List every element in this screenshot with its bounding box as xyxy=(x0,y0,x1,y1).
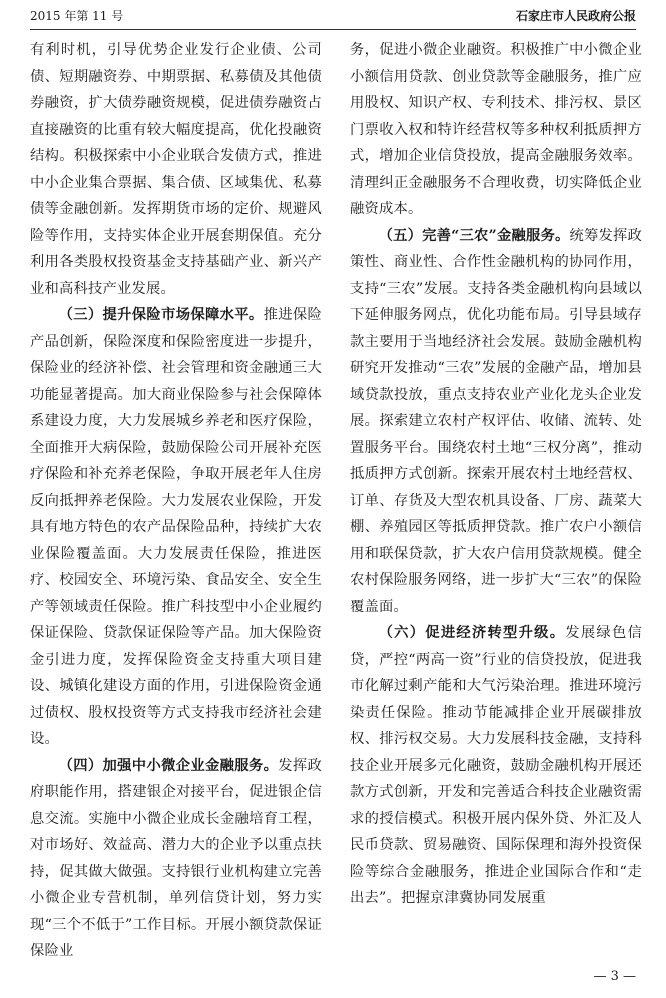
paragraph-body: 统筹发挥政策性、商业性、合作性金融机构的协同作用，支持“三农”发展。支持各类金融机构向县域以下延伸服务网点，优化功能布局。引导县域存款主要用于当地经济社会发展。鼓励金融机构研究开发推动“三农”发展的金融产品，增加县域贷款投放，重点支持农业产业化龙头企业发展。探索建立农村产权评估、收储、流转、处置服务平台。围绕农村土地“三权分离”，推动抵质押方式创新。探索开展农村土地经营权、订单、存货及大型农机具设备、厂房、蔬菜大棚、养殖园区等抵质押贷款。推广农户小额信用和联保贷款，扩大农户信用贷款规模。健全农村保险服务网络，进一步扩大“三农”的保险覆盖面。 xyxy=(350,227,643,615)
section-heading: （四）加强中小微企业金融服务。 xyxy=(58,757,279,774)
right-column xyxy=(350,37,642,912)
running-header xyxy=(30,6,636,26)
publication-title: 石家庄市人民政府公报 xyxy=(515,9,636,23)
paragraph xyxy=(350,620,642,912)
issue-number: 2015 年第 11 号 xyxy=(30,9,124,23)
section-heading: （五）完善“三农”金融服务。 xyxy=(378,227,570,244)
section-heading: （三）提升保险市场保障水平。 xyxy=(58,307,264,323)
paragraph: 务，促进小微企业融资。积极推广中小微企业小额信用贷款、创业贷款等金融服务，推广应用股权、知识产权、专利技术、排污权、景区门票收入权和特许经营权等多种权利抵质押方式，增加企业信贷投放，提高金融服务效率。清理纠正金融服务不合理收费，切实降低企业融资成本。 xyxy=(350,42,642,217)
left-column xyxy=(30,37,322,965)
paragraph-body: 推进保险产品创新，保险深度和保险密度进一步提升，保险业的经济补偿、社会管理和资金融通三大功能显著提高。加大商业保险参与社会保障体系建设力度，大力发展城乡养老和医疗保险，全面推开大病保险，鼓励保险公司开展补充医疗保险和补充养老保险，争取开展老年人住房反向抵押养老保险。大力发展农业保险，开发具有地方特色的农产品保险品种，持续扩大农业保险覆盖面。大力发展责任保险，推进医疗、校园安全、环境污染、食品安全、安全生产等领域责任保险。推广科技型中小企业履约保证保险、贷款保证保险等产品。加大保险资金引进力度，发挥保险资金支持重大项目建设、城镇化建设方面的作用，引进保险资金通过债权、股权投资等方式支持我市经济社会建设。 xyxy=(30,307,322,747)
paragraph-body: 发展绿色信贷，严控“两高一资”行业的信贷投放，促进我市化解过剩产能和大气污染治理。推进环境污染责任保险。推动节能减排企业开展碳排放权、排污权交易。大力发展科技金融，支持科技企业开展多元化融资，鼓励金融机构开展还款方式创新，开发和完善适合科技企业融资需求的授信模式。积极开展内保外贷、外汇及人民币贷款、贸易融资、国际保理和海外投资保险等综合金融服务，推进企业国际合作和“走出去”。把握京津冀协同发展重 xyxy=(350,625,643,906)
section-heading: （六）促进经济转型升级。 xyxy=(378,625,566,641)
paragraph-body: 发挥政府职能作用，搭建银企对接平台，促进银企信息交流。实施中小微企业成长金融培育工程，对市场好、效益高、潜力大的企业予以重点扶持，促其做大做强。支持银行业机构建立完善小微企业专营机制，单列信贷计划，努力实现“三个不低于”工作目标。开展小额贷款保证保险业 xyxy=(30,757,322,959)
page-number: — 3 — xyxy=(593,969,636,984)
paragraph xyxy=(30,753,322,965)
header-rule xyxy=(30,29,636,30)
paragraph xyxy=(350,223,642,621)
paragraph: 有利时机，引导优势企业发行企业债、公司债、短期融资券、中期票据、私募债及其他债券融资，扩大债券融资规模，促进债券融资占直接融资的比重有较大幅度提高，优化投融资结构。积极探索中小企业联合发债方式，推进中小企业集合票据、集合债、区域集优、私募债等金融创新。发挥期货市场的定价、规避风险等作用，支持实体企业开展套期保值。充分利用各类股权投资基金支持基础产业、新兴产业和高科技产业发展。 xyxy=(30,42,322,297)
paragraph xyxy=(30,302,322,753)
